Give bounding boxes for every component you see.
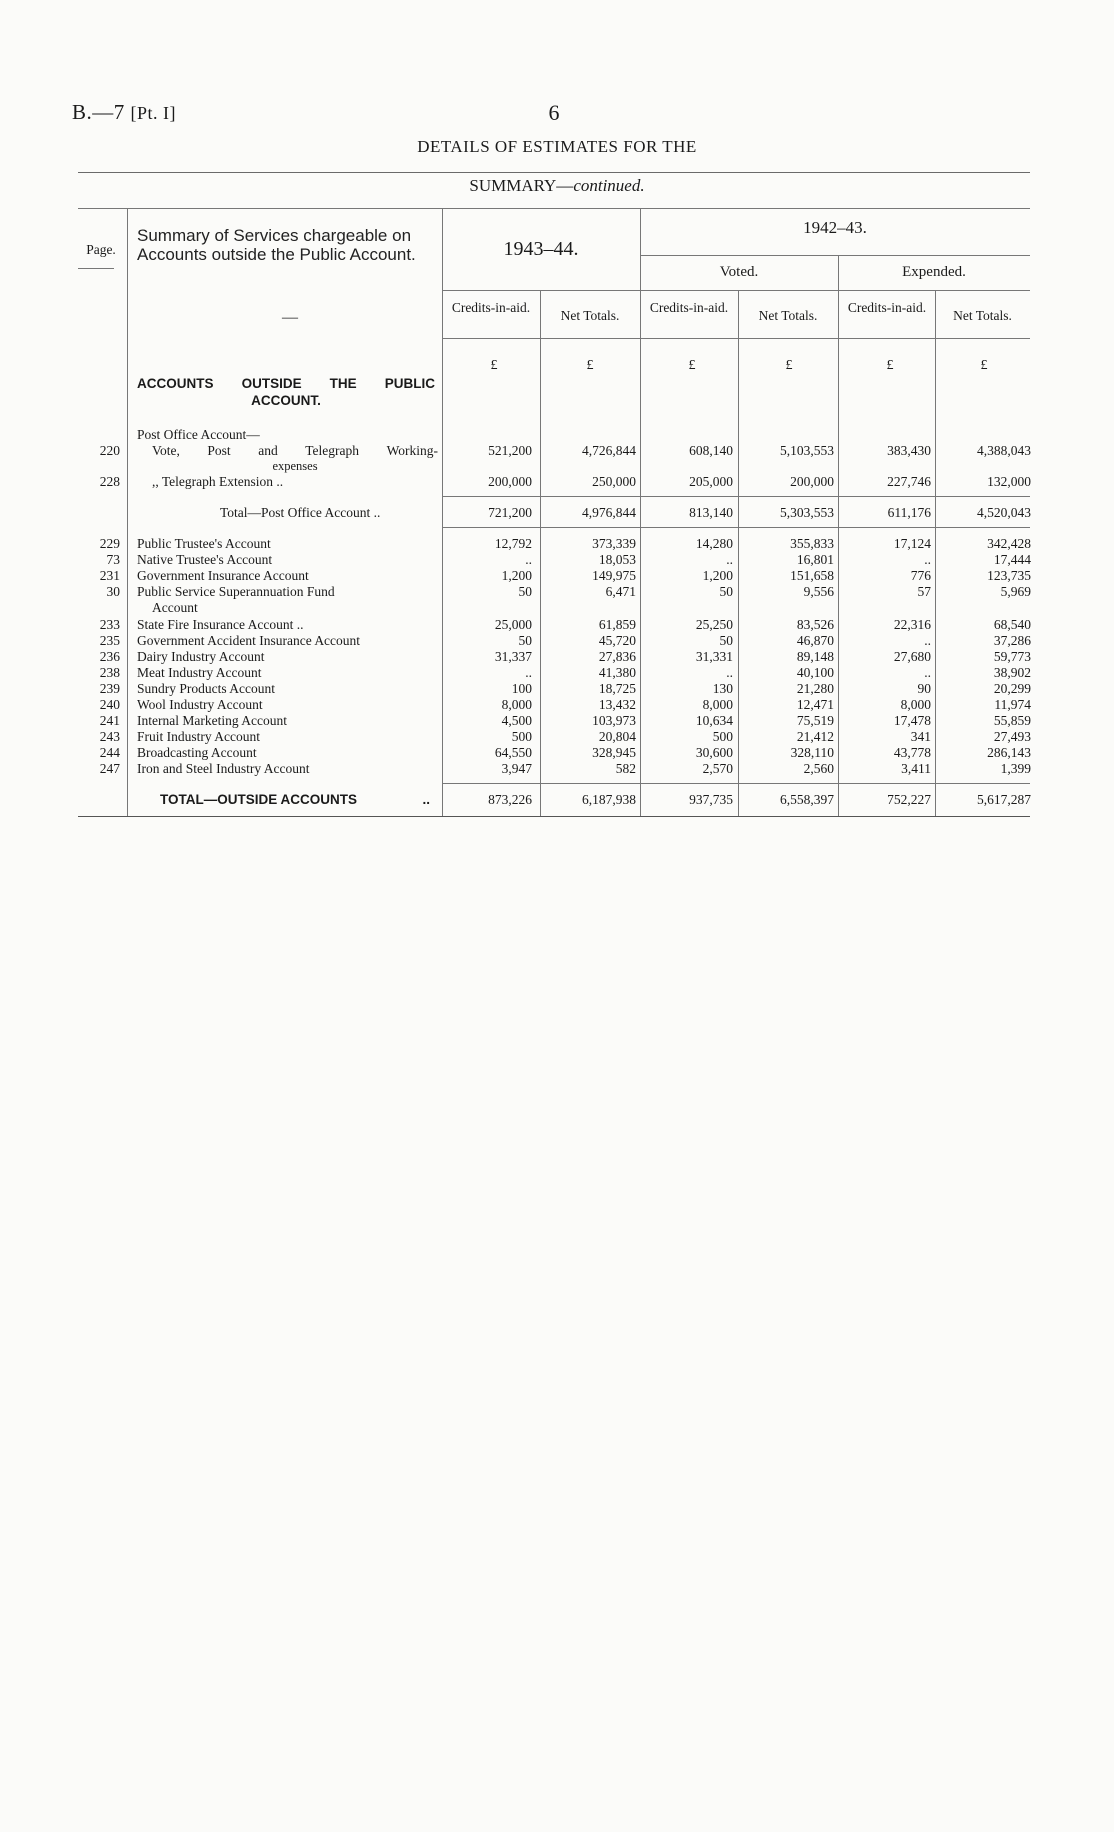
amount-cell: 341 <box>910 729 931 745</box>
amount-cell: 100 <box>511 680 532 696</box>
credits-in-aid-header: Credits-in-aid. <box>649 300 729 315</box>
grand-total-rule <box>442 783 1030 784</box>
page-ref: 244 <box>99 745 120 761</box>
amount-cell: 18,053 <box>598 552 636 568</box>
amount-cell: 25,000 <box>494 616 532 632</box>
account-name: Meat Industry Account <box>137 664 262 680</box>
amount-cell: 1,200 <box>501 568 532 584</box>
page-ref: 247 <box>99 761 120 777</box>
page-ref: 30 <box>106 584 120 600</box>
amount-cell: 50 <box>719 584 733 600</box>
amount-cell: 40,100 <box>796 664 834 680</box>
amount-cell: 5,969 <box>1000 584 1031 600</box>
amount-cell: 22,316 <box>893 616 931 632</box>
year-previous-header: 1942–43. <box>803 218 867 237</box>
amount-cell: 55,859 <box>993 713 1031 729</box>
account-name: Dairy Industry Account <box>137 648 265 664</box>
amount-cell: 31,331 <box>695 648 733 664</box>
amount-cell: .. <box>525 552 532 568</box>
amount-cell: 8,000 <box>900 697 931 712</box>
currency-symbol: £ <box>886 358 894 373</box>
year-current-header: 1943–44. <box>503 238 579 260</box>
amount-cell: 41,380 <box>598 664 636 680</box>
amount-cell: 9,556 <box>803 584 834 600</box>
table-bottom-rule <box>78 816 1030 817</box>
amount-cell: 342,428 <box>987 536 1031 551</box>
services-column-header: Summary of Services chargeable on Accounts outside the Public Account. <box>137 226 416 264</box>
account-name: Fruit Industry Account <box>137 729 260 745</box>
amount-cell: 75,519 <box>796 713 834 729</box>
account-name-continuation: Account <box>152 600 198 616</box>
amount-cell: 17,444 <box>993 552 1031 568</box>
net-totals-header: Net Totals. <box>560 308 620 323</box>
page-header-underline <box>78 268 114 269</box>
amount-cell: .. <box>726 552 733 568</box>
account-name: Public Service Superannuation Fund <box>137 584 335 600</box>
credits-in-aid-header: Credits-in-aid. <box>847 300 927 315</box>
amount-cell: 10,634 <box>695 713 733 729</box>
page-ref: 240 <box>99 697 120 712</box>
net-totals-header: Net Totals. <box>953 308 1012 323</box>
amount-cell: 1,399 <box>1000 761 1031 777</box>
amount-cell: 61,859 <box>598 616 636 632</box>
page-ref: 235 <box>99 632 120 648</box>
amount-cell: 89,148 <box>796 648 834 664</box>
page-ref: 229 <box>99 536 120 551</box>
reference-code: B.—7 <box>72 100 125 124</box>
subtotal-rule <box>442 527 1030 528</box>
column-divider <box>935 291 936 816</box>
amount-cell: .. <box>924 552 931 568</box>
amount-cell: 4,500 <box>501 713 532 729</box>
amount-cell: 8,000 <box>702 697 733 712</box>
amount-cell: 68,540 <box>993 616 1031 632</box>
page-ref: 236 <box>99 648 120 664</box>
amount-cell: 17,124 <box>893 536 931 551</box>
summary-title: SUMMARY—continued. <box>469 176 645 195</box>
amount-cell: 27,680 <box>893 648 931 664</box>
amount-cell: 50 <box>518 632 532 648</box>
expended-header: Expended. <box>902 264 966 280</box>
page-ref: 231 <box>99 568 120 584</box>
amount-cell: 38,902 <box>993 664 1031 680</box>
amount-cell: 27,493 <box>993 729 1031 745</box>
amount-cell: 13,432 <box>598 697 636 712</box>
net-totals-header: Net Totals. <box>758 308 818 323</box>
amount-cell: .. <box>726 664 733 680</box>
currency-symbol: £ <box>785 358 793 373</box>
currency-symbol: £ <box>980 358 988 373</box>
amount-cell: 30,600 <box>695 745 733 761</box>
currency-symbol: £ <box>586 358 594 373</box>
amount-cell: 50 <box>518 584 532 600</box>
header-rule <box>640 255 1030 256</box>
page-ref: 238 <box>99 664 120 680</box>
account-name: Wool Industry Account <box>137 697 263 712</box>
amount-cell: 14,280 <box>695 536 733 551</box>
amount-cell: 46,870 <box>796 632 834 648</box>
amount-cell: 17,478 <box>893 713 931 729</box>
amount-cell: 50 <box>719 632 733 648</box>
amount-cell: 328,945 <box>592 745 636 761</box>
column-divider <box>640 208 641 816</box>
amount-cell: 27,836 <box>598 648 636 664</box>
amount-cell: .. <box>924 664 931 680</box>
amount-cell: 3,411 <box>901 761 931 777</box>
account-name: Public Trustee's Account <box>137 536 271 551</box>
amount-cell: 83,526 <box>796 616 834 632</box>
header-rule <box>442 290 1030 291</box>
column-divider <box>738 291 739 816</box>
page-number: 6 <box>548 100 560 125</box>
account-name: Government Insurance Account <box>137 568 309 584</box>
amount-cell: 1,200 <box>702 568 733 584</box>
amount-cell: 20,804 <box>598 729 636 745</box>
column-divider <box>838 255 839 816</box>
document-title: DETAILS OF ESTIMATES FOR THE <box>417 137 697 156</box>
currency-symbol: £ <box>688 358 696 373</box>
amount-cell: 103,973 <box>592 713 636 729</box>
credits-in-aid-header: Credits-in-aid. <box>451 300 531 315</box>
amount-cell: 123,735 <box>987 568 1031 584</box>
amount-cell: 18,725 <box>598 680 636 696</box>
amount-cell: .. <box>924 632 931 648</box>
table-top-rule <box>78 208 1030 209</box>
page-ref: 233 <box>99 616 120 632</box>
amount-cell: 43,778 <box>893 745 931 761</box>
amount-cell: 59,773 <box>993 648 1031 664</box>
header-rule <box>442 338 1030 339</box>
page-ref: 241 <box>99 713 120 729</box>
account-name: Internal Marketing Account <box>137 713 287 729</box>
amount-cell: 500 <box>511 729 532 745</box>
account-name: Iron and Steel Industry Account <box>137 761 310 777</box>
amount-cell: 16,801 <box>796 552 834 568</box>
column-divider <box>540 291 541 816</box>
amount-cell: 286,143 <box>987 745 1031 761</box>
amount-cell: 582 <box>615 761 636 777</box>
amount-cell: 64,550 <box>494 745 532 761</box>
amount-cell: 3,947 <box>501 761 532 777</box>
amount-cell: 373,339 <box>592 536 636 551</box>
amount-cell: 151,658 <box>790 568 834 584</box>
amount-cell: 31,337 <box>494 648 532 664</box>
amount-cell: 20,299 <box>993 680 1031 696</box>
section-heading: ACCOUNTS OUTSIDE THE PUBLIC ACCOUNT. <box>137 376 435 408</box>
currency-symbol: £ <box>490 358 498 373</box>
voted-header: Voted. <box>719 264 759 280</box>
amount-cell: 6,471 <box>605 584 636 600</box>
amount-cell: 328,110 <box>790 745 834 761</box>
amount-cell: 12,471 <box>796 697 834 712</box>
page-ref: 239 <box>99 680 120 696</box>
amount-cell: 2,570 <box>702 761 733 777</box>
amount-cell: 45,720 <box>598 632 636 648</box>
account-name: Broadcasting Account <box>137 745 257 761</box>
page-ref: 243 <box>99 729 120 745</box>
account-name: Native Trustee's Account <box>137 552 273 568</box>
subtotal-rule <box>442 496 1030 497</box>
amount-cell: 90 <box>917 680 931 696</box>
account-name: State Fire Insurance Account .. <box>137 616 304 632</box>
services-dash: — <box>282 309 298 326</box>
title-rule <box>78 172 1030 173</box>
page-ref: 73 <box>106 552 120 568</box>
account-name: Sundry Products Account <box>137 680 275 696</box>
amount-cell: .. <box>525 664 532 680</box>
amount-cell: 2,560 <box>803 761 834 777</box>
amount-cell: 21,412 <box>796 729 834 745</box>
column-divider <box>127 208 128 816</box>
page-column-header: Page. <box>86 242 116 257</box>
amount-cell: 57 <box>917 584 931 600</box>
account-name: Government Accident Insurance Account <box>137 632 361 648</box>
amount-cell: 149,975 <box>592 568 636 584</box>
amount-cell: 11,974 <box>994 697 1031 712</box>
amount-cell: 8,000 <box>501 697 532 712</box>
amount-cell: 355,833 <box>790 536 834 551</box>
part-label: [Pt. I] <box>130 103 177 123</box>
amount-cell: 37,286 <box>993 632 1031 648</box>
amount-cell: 130 <box>712 680 733 696</box>
amount-cell: 21,280 <box>796 680 834 696</box>
amount-cell: 12,792 <box>494 536 532 551</box>
amount-cell: 500 <box>712 729 733 745</box>
amount-cell: 25,250 <box>695 616 733 632</box>
amount-cell: 776 <box>910 568 931 584</box>
